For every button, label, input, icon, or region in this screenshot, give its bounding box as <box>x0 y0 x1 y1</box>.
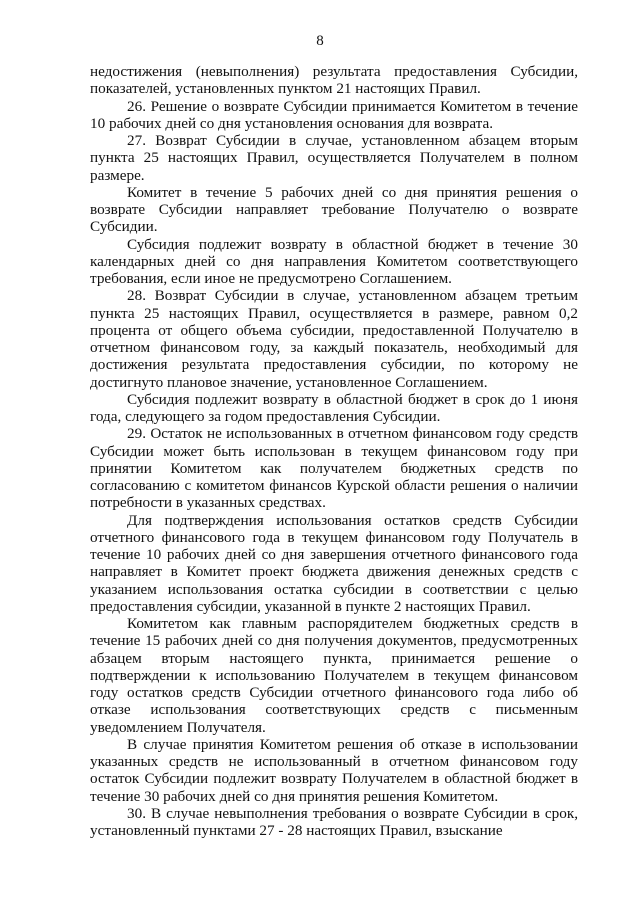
page-number: 8 <box>316 33 324 49</box>
paragraph-clause-29: 29. Остаток не использованных в отчетном финансовом году средств Субсидии может быть использован в текущем финансовом году при принятии Комитетом как получателем бюджетных средств по согласованию с комитетом финансов Курской области решения о наличии потребности в указанных средствах. <box>90 425 578 512</box>
paragraph-clause-26: 26. Решение о возврате Субсидии принимается Комитетом в течение 10 рабочих дней со дня установления основания для возврата. <box>90 97 578 132</box>
paragraph-clause-30: 30. В случае невыполнения требования о возврате Субсидии в срок, установленный пунктами 27 - 28 настоящих Правил, взыскание <box>90 804 578 839</box>
paragraph-return-30-days: Субсидия подлежит возврату в областной бюджет в течение 30 календарных дней со дня направления Комитетом соответствующего требования, если иное не предусмотрено Соглашением. <box>90 235 578 287</box>
paragraph-refusal: В случае принятия Комитетом решения об отказе в использовании указанных средств не использованный в отчетном финансовом году остаток Субсидии подлежит возврату Получателем в областной бюджет в течение 30 рабочих дней со дня принятия решения Комитетом. <box>90 735 578 805</box>
paragraph-clause-27: 27. Возврат Субсидии в случае, установленном абзацем вторым пункта 25 настоящих Правил, осуществляется Получателем в полном размере. <box>90 132 578 184</box>
paragraph-return-june: Субсидия подлежит возврату в областной бюджет в срок до 1 июня года, следующего за годом предоставления Субсидии. <box>90 390 578 425</box>
paragraph-committee-demand: Комитет в течение 5 рабочих дней со дня принятия решения о возврате Субсидии направляет требование Получателю о возврате Субсидии. <box>90 183 578 236</box>
document-body <box>90 63 578 839</box>
paragraph-confirmation: Для подтверждения использования остатков средств Субсидии отчетного финансового года в текущем финансовом году Получатель в течение 10 рабочих дней со дня завершения отчетного финансового года направляет в Комитет проект бюджета движения денежных средств с указанием использования остатка субсидии в соответствии с целью предоставления субсидии, указанной в пункте 2 настоящих Правил. <box>90 511 578 615</box>
paragraph-committee-decision: Комитетом как главным распорядителем бюджетных средств в течение 15 рабочих дней со дня получения документов, предусмотренных абзацем вторым настоящего пункта, принимается решение о подтверждении к использованию Получателем в текущем финансовом году остатков средств Субсидии отчетного финансового года либо об отказе использования соответствующих средств с письменным уведомлением Получателя. <box>90 615 578 736</box>
paragraph-clause-28: 28. Возврат Субсидии в случае, установленном абзацем третьим пункта 25 настоящих Правил, осуществляется в размере, равном 0,2 процента от общего объема субсидии, предоставленной Получателю в отчетном финансовом году, за каждый показатель, необходимый для достижения результата предоставления субсидии, по которому не достигнуто плановое значение, установленное Соглашением. <box>90 287 578 391</box>
paragraph-continuation: недостижения (невыполнения) результата предоставления Субсидии, показателей, установленных пунктом 21 настоящих Правил. <box>90 63 578 98</box>
